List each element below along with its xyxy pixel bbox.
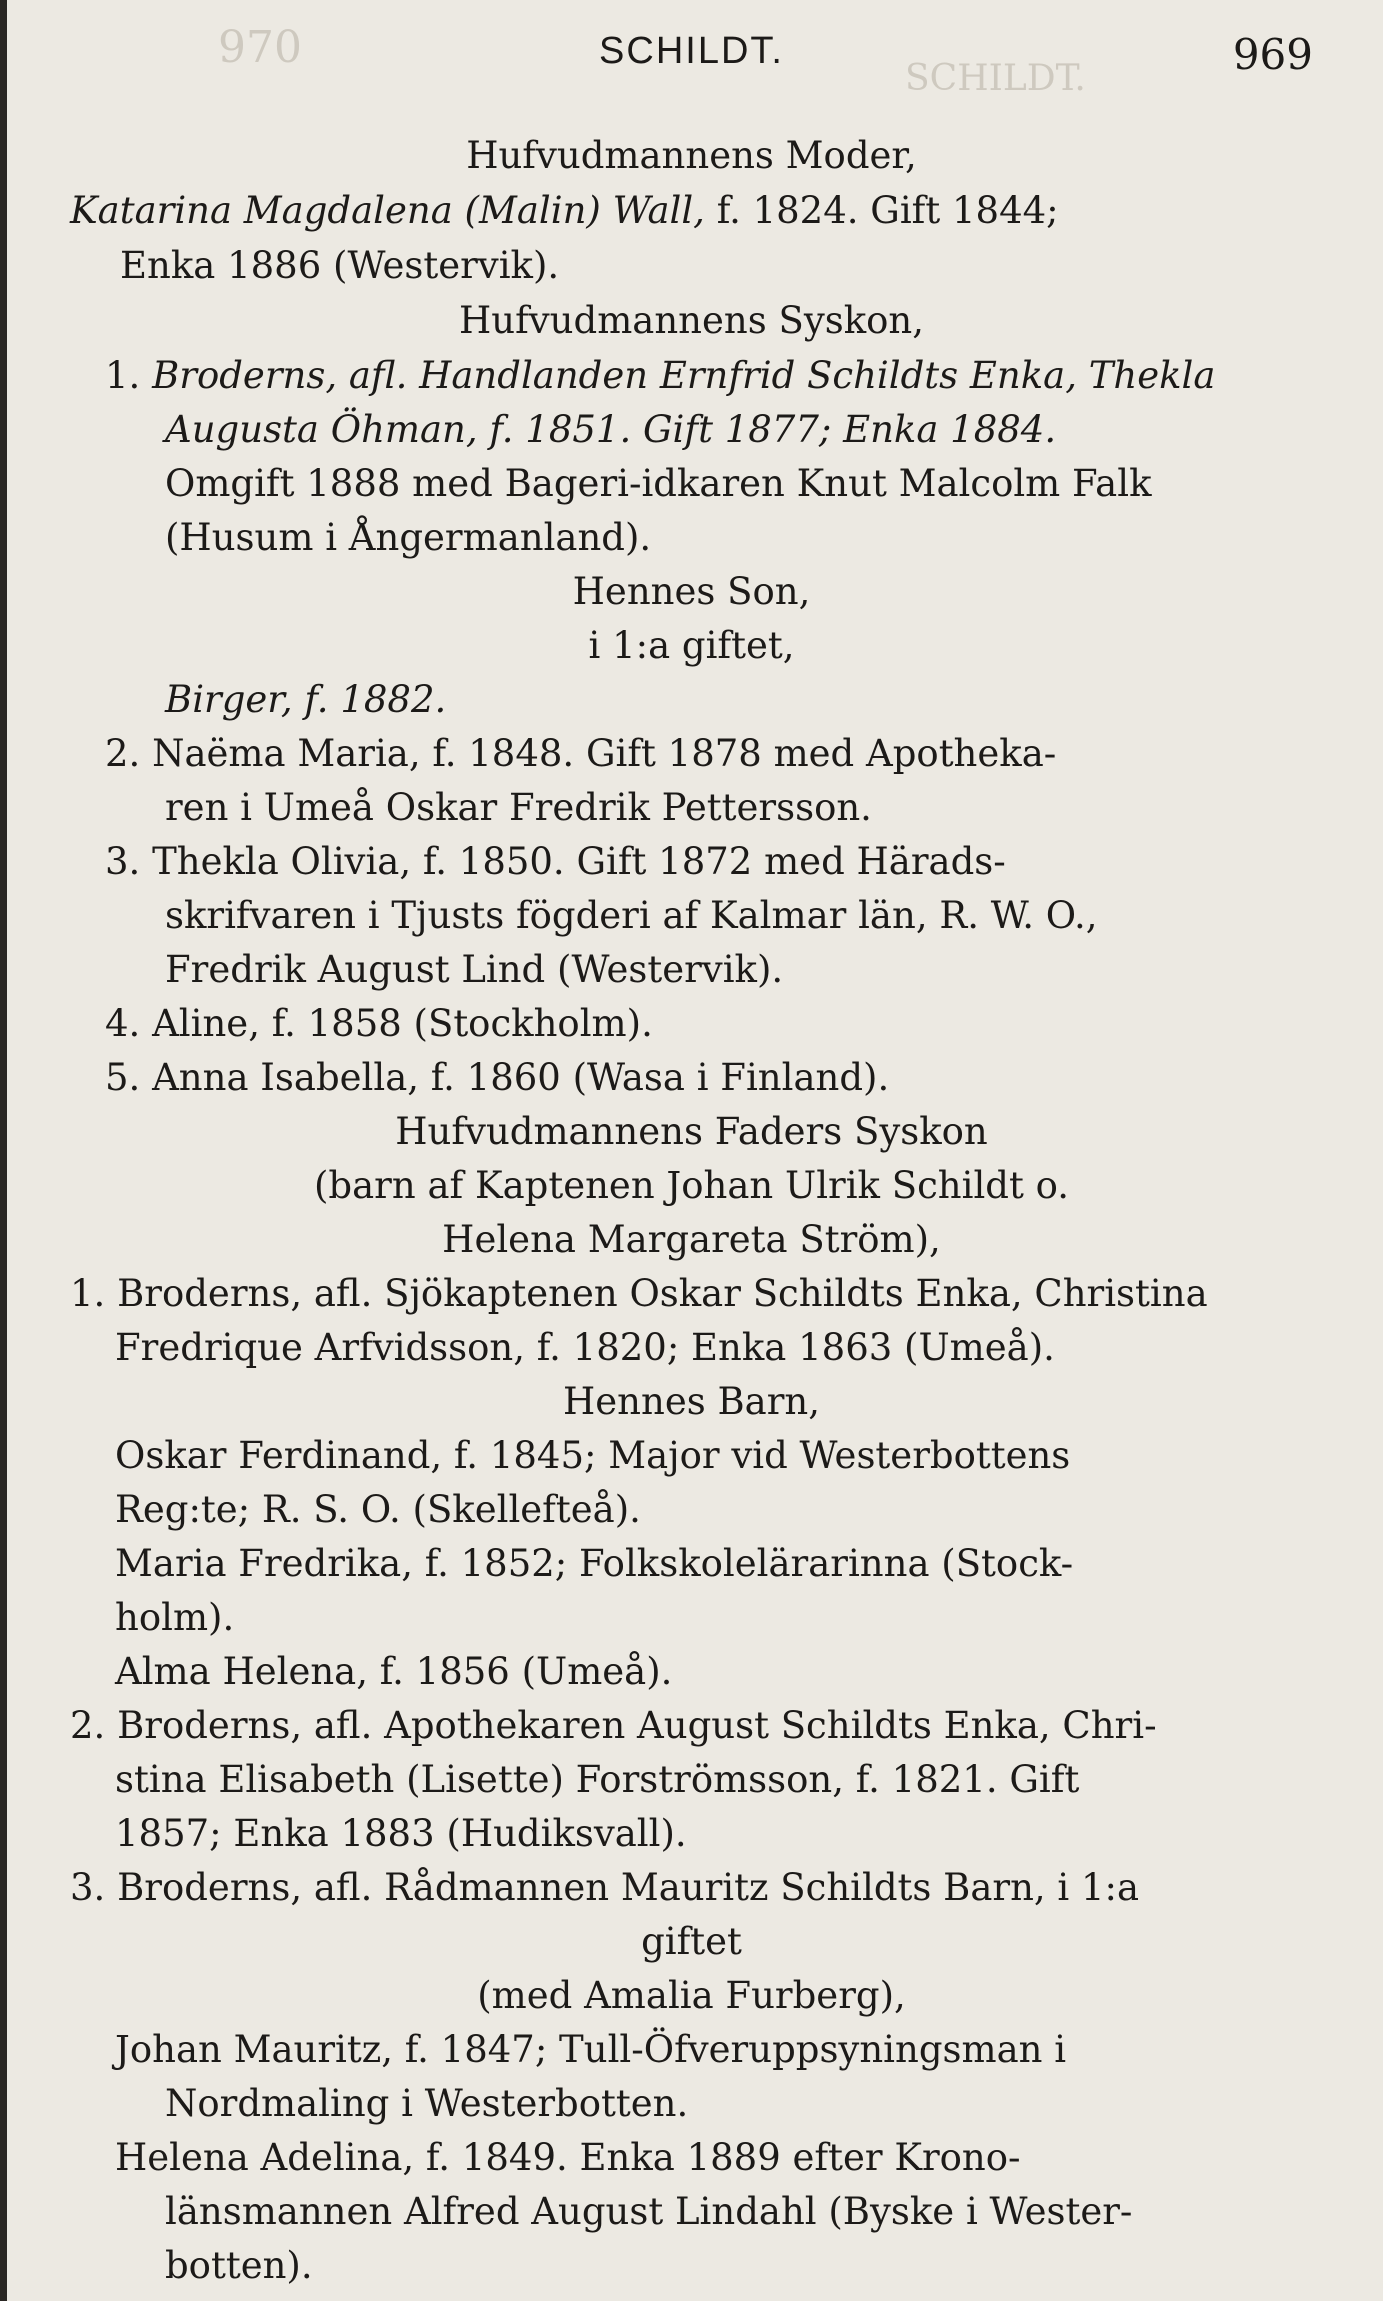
entry-line	[105, 728, 1383, 780]
entry-line	[70, 1862, 1383, 1914]
entry-number: 4.	[105, 1002, 141, 1045]
entry-text: Anna Isabella, f. 1860 (Wasa i Finland).	[152, 1056, 890, 1099]
entry-line	[105, 350, 1383, 402]
entry-line: Omgift 1888 med Bageri-idkaren Knut Malcolm Falk	[165, 462, 1152, 505]
heading-giftet: i 1:a giftet,	[588, 624, 795, 667]
heading-barn: Hennes Barn,	[563, 1380, 820, 1423]
entry-number: 2.	[70, 1704, 106, 1747]
entry-line: Oskar Ferdinand, f. 1845; Major vid Westerbottens	[115, 1434, 1071, 1477]
entry-line: Nordmaling i Westerbotten.	[165, 2082, 689, 2125]
entry-line: ren i Umeå Oskar Fredrik Pettersson.	[165, 786, 872, 829]
entry-line: skrifvaren i Tjusts fögderi af Kalmar län, R. W. O.,	[165, 894, 1098, 937]
entry-line: 1857; Enka 1883 (Hudiksvall).	[115, 1812, 687, 1855]
entry-number: 1.	[70, 1272, 106, 1315]
heading-syskon: Hufvudmannens Syskon,	[458, 299, 924, 342]
heading-parents: (barn af Kaptenen Johan Ulrik Schildt o.	[313, 1164, 1069, 1207]
running-title: SCHILDT.	[599, 30, 784, 72]
entry-text: Broderns, afl. Sjökaptenen Oskar Schildts Enka, Christina	[117, 1272, 1208, 1315]
entry-text: Broderns, afl. Handlanden Ernfrid Schildts Enka, Thekla	[152, 354, 1216, 397]
entry-line: stina Elisabeth (Lisette) Forströmsson, f. 1821. Gift	[115, 1758, 1080, 1801]
entry-line: (Husum i Ångermanland).	[165, 516, 652, 559]
entry-line: Birger, f. 1882.	[165, 678, 447, 721]
entry-text: Thekla Olivia, f. 1850. Gift 1872 med Härads-	[152, 840, 1006, 883]
entry-line: Johan Mauritz, f. 1847; Tull-Öfveruppsyningsman i	[115, 2028, 1067, 2071]
heading-moder	[0, 130, 1383, 182]
entry-number: 3.	[70, 1866, 106, 1909]
entry-line	[105, 1052, 1383, 1104]
entry-line: Augusta Öhman, f. 1851. Gift 1877; Enka 1884.	[165, 408, 1057, 451]
entry-line: Reg:te; R. S. O. (Skellefteå).	[115, 1488, 641, 1531]
bleed-page-number: 970	[218, 22, 302, 73]
heading-giftet-2: giftet	[641, 1920, 742, 1963]
entry-text: Naëma Maria, f. 1848. Gift 1878 med Apotheka-	[152, 732, 1057, 775]
entry-line: holm).	[115, 1596, 235, 1639]
entry-line: länsmannen Alfred August Lindahl (Byske i Wester-	[165, 2190, 1133, 2233]
heading-amalia: (med Amalia Furberg),	[477, 1974, 906, 2017]
entry-rest: f. 1824. Gift 1844;	[704, 189, 1059, 232]
heading-son: Hennes Son,	[572, 570, 811, 613]
entry-number: 3.	[105, 840, 141, 883]
entry-line	[105, 836, 1383, 888]
entry-line	[70, 185, 1383, 237]
entry-number: 5.	[105, 1056, 141, 1099]
entry-text: Broderns, afl. Rådmannen Mauritz Schildts Barn, i 1:a	[117, 1866, 1140, 1909]
entry-number: 2.	[105, 732, 141, 775]
entry-line: Helena Adelina, f. 1849. Enka 1889 efter Krono-	[115, 2136, 1021, 2179]
entry-line: Alma Helena, f. 1856 (Umeå).	[115, 1650, 673, 1693]
heading-faders-syskon: Hufvudmannens Faders Syskon	[395, 1110, 988, 1153]
bleed-title: SCHILDT.	[905, 58, 1086, 99]
entry-line: Fredrik August Lind (Westervik).	[165, 948, 784, 991]
entry-line	[105, 998, 1383, 1050]
entry-line	[70, 1700, 1383, 1752]
entry-line: botten).	[165, 2244, 313, 2287]
entry-italic-name: Katarina Magdalena (Malin) Wall,	[70, 189, 705, 232]
page-header	[0, 30, 1383, 90]
heading-parents-cont: Helena Margareta Ström),	[442, 1218, 941, 1261]
entry-line	[70, 1268, 1383, 1320]
entry-line: Maria Fredrika, f. 1852; Folkskolelärarinna (Stock-	[115, 1542, 1074, 1585]
page-number: 969	[1232, 30, 1313, 79]
entry-line: Enka 1886 (Westervik).	[120, 244, 560, 287]
entry-text: Aline, f. 1858 (Stockholm).	[152, 1002, 653, 1045]
heading-text: Hufvudmannens Moder,	[466, 134, 917, 177]
entry-text: Broderns, afl. Apothekaren August Schildts Enka, Chri-	[117, 1704, 1157, 1747]
entry-number: 1.	[105, 354, 141, 397]
entry-line: Fredrique Arfvidsson, f. 1820; Enka 1863 (Umeå).	[115, 1326, 1055, 1369]
